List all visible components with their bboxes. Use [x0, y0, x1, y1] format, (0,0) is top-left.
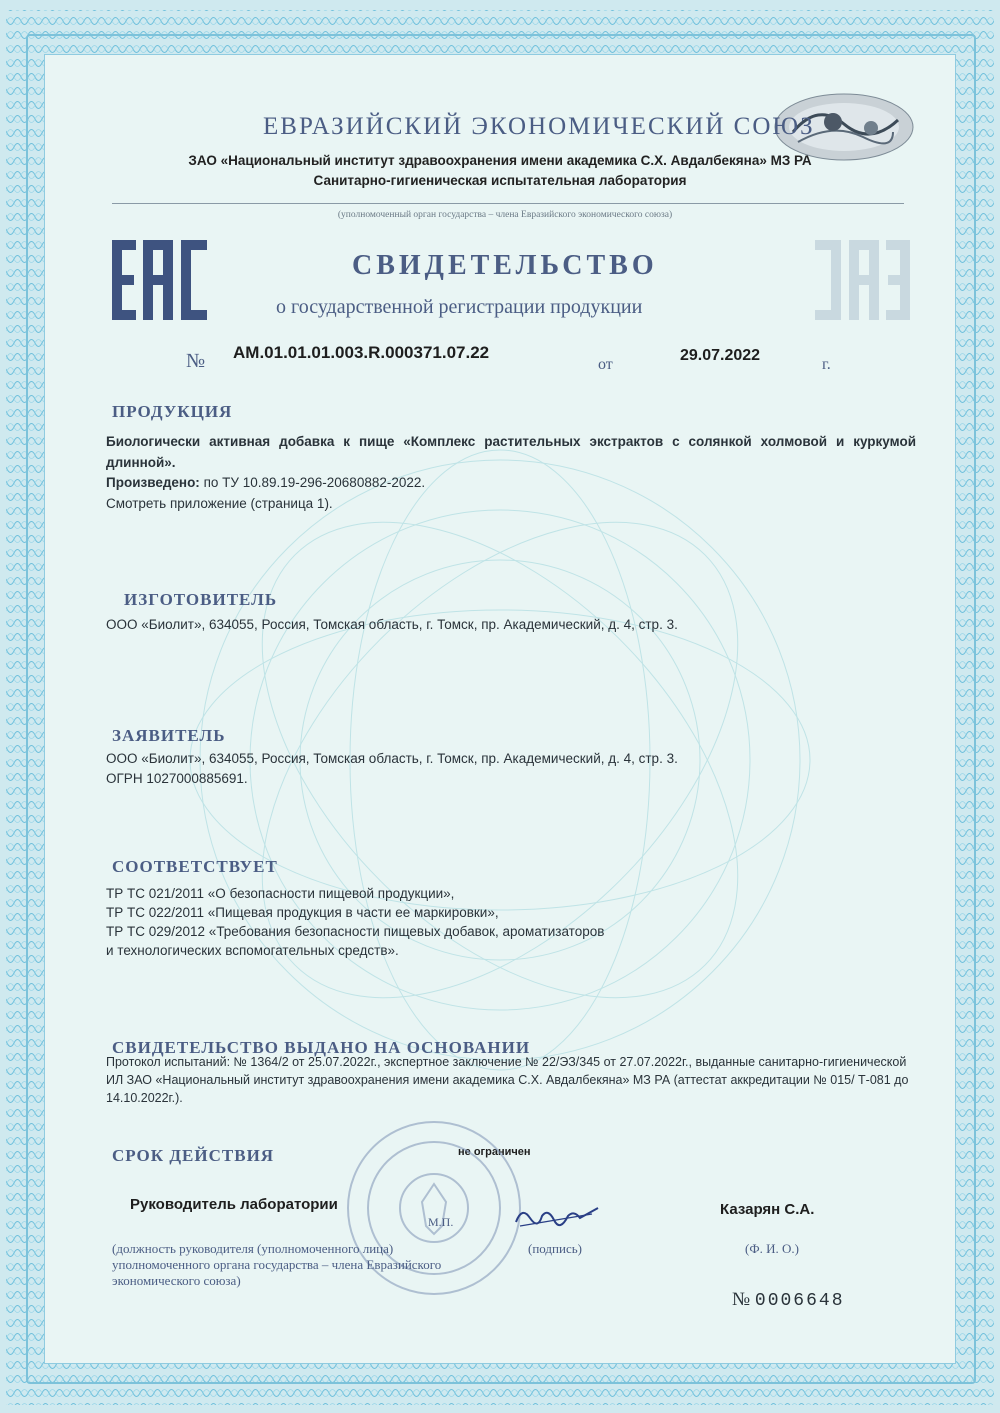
eac-logo: [112, 240, 207, 320]
number-label: №: [186, 350, 206, 372]
registration-date: 29.07.2022: [680, 347, 761, 364]
conformity-line: ТР ТС 029/2012 «Требования безопасности пищевых добавок, ароматизаторов: [106, 924, 605, 939]
made-label: Произведено:: [106, 475, 200, 490]
authority-note: (уполномоченный орган государства – члена Евразийского экономического союза): [337, 210, 673, 220]
signatory-position: Руководитель лаборатории: [130, 1196, 338, 1213]
manufacturer-heading: ИЗГОТОВИТЕЛЬ: [124, 590, 278, 609]
position-caption: (должность руководителя (уполномоченного лица) уполномоченного органа государства – члена Евразийского экономического союза): [112, 1241, 442, 1288]
validity-value: не ограничен: [458, 1146, 531, 1158]
product-heading: ПРОДУКЦИЯ: [112, 402, 233, 421]
stamp-label: М.П.: [428, 1215, 454, 1229]
document-subtitle: о государственной регистрации продукции: [276, 296, 643, 318]
basis-heading: СВИДЕТЕЛЬСТВО ВЫДАНО НА ОСНОВАНИИ: [112, 1038, 531, 1057]
product-description: Биологически активная добавка к пище «Комплекс растительных экстрактов с солянкой холмовой и куркумой длинной».: [106, 434, 916, 470]
handwritten-signature: [512, 1202, 602, 1232]
see-appendix: Смотреть приложение (страница 1).: [106, 496, 333, 511]
validity-heading: СРОК ДЕЙСТВИЯ: [112, 1146, 275, 1165]
conformity-list: [106, 884, 604, 960]
signatory-name: Казарян С.А.: [720, 1201, 815, 1218]
laboratory-name: Санитарно-гигиеническая испытательная лаборатория: [313, 173, 687, 188]
manufacturer-text: ООО «Биолит», 634055, Россия, Томская область, г. Томск, пр. Академический, д. 4, стр. 3.: [106, 617, 678, 632]
basis-text: Протокол испытаний: № 1364/2 от 25.07.2022г., экспертное заключение № 22/ЭЗ/345 от 27.07.2022г., выданные санитарно-гигиенической ИЛ ЗАО «Национальный институт здравоохранения имени академика С.Х. Авдалбекяна» МЗ РА (аттестат аккредитации № 015/ Т-081 до 14.10.2022г.).: [106, 1055, 909, 1105]
union-title: ЕВРАЗИЙСКИЙ ЭКОНОМИЧЕСКИЙ СОЮЗ: [263, 113, 815, 140]
serial-number: [732, 1289, 845, 1311]
conformity-line: ТР ТС 021/2011 «О безопасности пищевой продукции»,: [106, 886, 455, 901]
serial-label: №: [732, 1289, 751, 1310]
applicant-ogrn: ОГРН 1027000885691.: [106, 771, 248, 786]
header-rule: [112, 203, 904, 204]
applicant-heading: ЗАЯВИТЕЛЬ: [112, 726, 226, 745]
applicant-text: ООО «Биолит», 634055, Россия, Томская область, г. Томск, пр. Академический, д. 4, стр. 3.: [106, 751, 678, 766]
made-value: по ТУ 10.89.19-296-20680882-2022.: [203, 475, 426, 490]
eac-logo-ghost: [815, 240, 910, 320]
institute-name: ЗАО «Национальный институт здравоохранения имени академика С.Х. Авдалбекяна» МЗ РА: [188, 153, 812, 168]
date-from-label: от: [598, 356, 613, 373]
conformity-line: ТР ТС 022/2011 «Пищевая продукция в части ее маркировки»,: [106, 905, 499, 920]
conformity-heading: СООТВЕТСТВУЕТ: [112, 857, 278, 876]
signature-caption: (подпись): [528, 1241, 582, 1256]
document-title: СВИДЕТЕЛЬСТВО: [352, 250, 658, 281]
product-made-line: [106, 472, 425, 493]
serial-value: 0006648: [754, 1291, 845, 1311]
registration-number: AM.01.01.01.003.R.000371.07.22: [233, 343, 490, 362]
name-caption: (Ф. И. О.): [745, 1241, 799, 1256]
year-suffix: г.: [822, 356, 831, 373]
conformity-line: и технологических вспомогательных средств».: [106, 943, 399, 958]
